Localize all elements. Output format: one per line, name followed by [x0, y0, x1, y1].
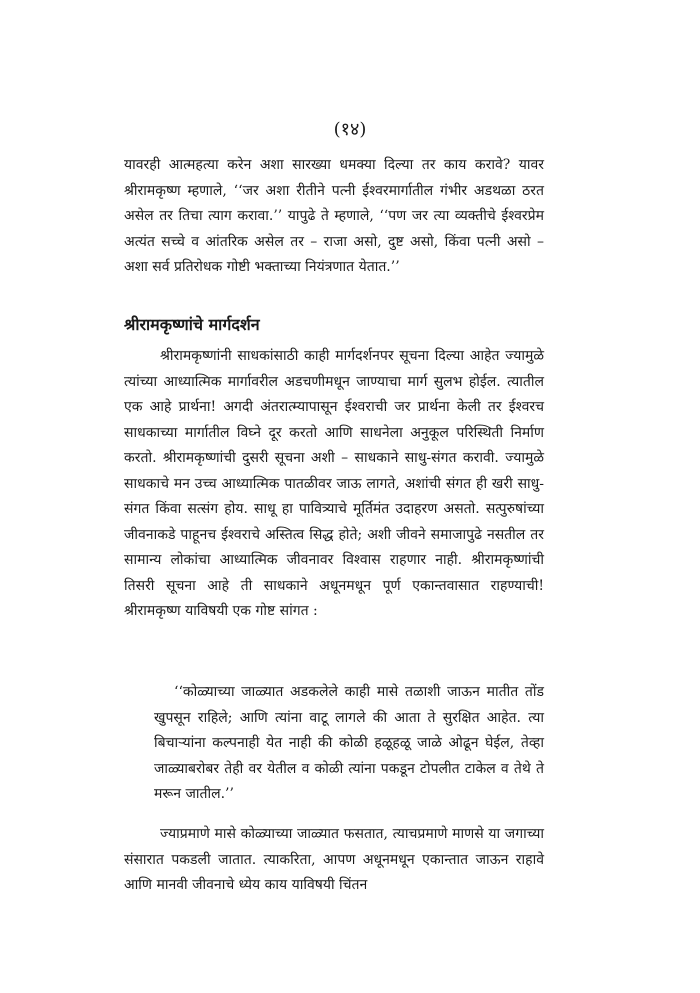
quote-fisherman-story: ‘‘कोळ्याच्या जाळ्यात अडकलेले काही मासे तळाशी जाऊन मातीत तोंड खुपसून राहिले; आणि त्यांना वाटू लागले की आता ते सुरक्षित आहेत. त्या बिचाऱ्यांना कल्पनाही येत नाही की कोळी हळूहळू जाळे ओढून घेईल, तेव्हा जाळ्याबरोबर तेही वर येतील व कोळी त्यांना पकडून टोपलीत टाकेल व तेथे ते मरून जातील.’’ — [154, 684, 544, 802]
paragraph-conclusion: ज्याप्रमाणे मासे कोळ्याच्या जाळ्यात फसतात, त्याचप्रमाणे माणसे या जगाच्या संसारात पकडली जातात. त्याकरिता, आपण अधूनमधून एकान्तात जाऊन राहावे आणि मानवी जीवनाचे ध्येय काय याविषयी चिंतन — [124, 826, 544, 893]
paragraph-guidance: श्रीरामकृष्णांनी साधकांसाठी काही मार्गदर्शनपर सूचना दिल्या आहेत ज्यामुळे त्यांच्या आध्यात्मिक मार्गावरील अडचणीमधून जाण्याचा मार्ग सुलभ होईल. त्यातील एक आहे प्रार्थना! अगदी अंतरात्म्यापासून ईश्वराची जर प्रार्थना केली तर ईश्वरच साधकाच्या मार्गातील विघ्ने दूर करतो आणि साधनेला अनुकूल परिस्थिती निर्माण करतो. श्रीरामकृष्णांची दुसरी सूचना अशी – साधकाने साधु-संगत करावी. ज्यामुळे साधकाचे मन उच्च आध्यात्मिक पातळीवर जाऊ लागते, अशांची संगत ही खरी साधु-संगत किंवा सत्संग होय. साधू हा पावित्र्याचे मूर्तिमंत उदाहरण असतो. सत्पुरुषांच्या जीवनाकडे पाहूनच ईश्वराचे अस्तित्व सिद्ध होते; अशी जीवने समाजापुढे नसतील तर सामान्य लोकांचा आध्यात्मिक जीवनावर विश्वास राहणार नाही. श्रीरामकृष्णांची तिसरी सूचना आहे ती साधकाने अधूनमधून पूर्ण एकान्तवासात राहण्याची! श्रीरामकृष्ण याविषयी एक गोष्ट सांगत : — [124, 348, 544, 619]
page-number: (१४) — [333, 119, 367, 140]
paragraph-continuation: यावरही आत्महत्या करेन अशा सारख्या धमक्या दिल्या तर काय करावे? यावर श्रीरामकृष्ण म्हणाले, ‘‘जर अशा रीतीने पत्नी ईश्वरमार्गातील गंभीर अडथळा ठरत असेल तर तिचा त्याग करावा.’’ यापुढे ते म्हणाले, ‘‘पण जर त्या व्यक्तीचे ईश्वरप्रेम अत्यंत सच्चे व आंतरिक असेल तर – राजा असो, दुष्ट असो, किंवा पत्नी असो – अशा सर्व प्रतिरोधक गोष्टी भक्ताच्या नियंत्रणात येतात.’’ — [124, 157, 544, 275]
section-heading: श्रीरामकृष्णांचे मार्गदर्शन — [124, 315, 260, 334]
